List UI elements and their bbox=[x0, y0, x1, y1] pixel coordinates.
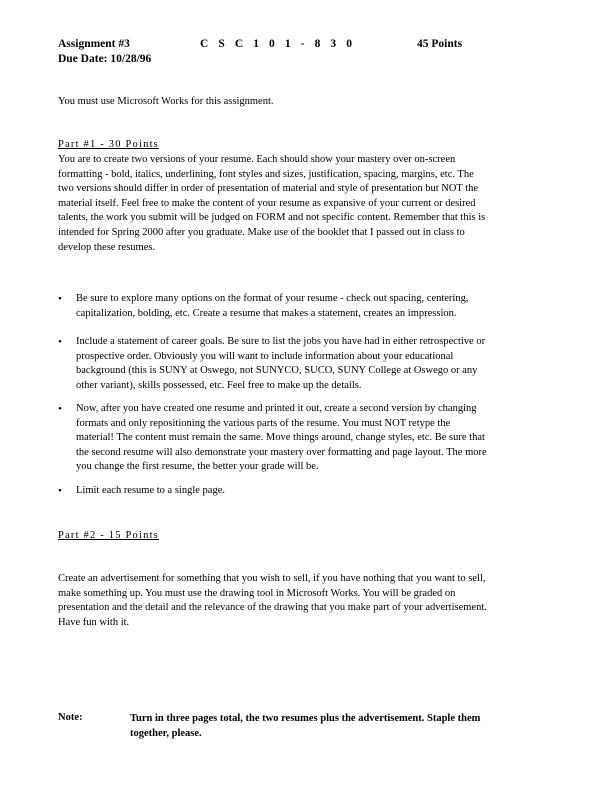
bullet-line: capitalization, bolding, etc. Create a resume that makes a statement, creates an impression. bbox=[76, 307, 457, 319]
part2-heading: Part #2 - 15 Points bbox=[58, 530, 159, 541]
bullet-line: background (this is SUNY at Oswego, not SUNYCO, SUCO, SUNY College at Oswego or any bbox=[76, 365, 478, 377]
paragraph-line: two versions should differ in order of presentation of material and style of presentation but NOT the bbox=[58, 183, 479, 195]
paragraph-line: material itself. Feel free to make the content of your resume as expansive of your current or desired bbox=[58, 197, 476, 209]
bullet-line: Now, after you have created one resume and printed it out, create a second version by changing bbox=[76, 403, 477, 414]
bullet-line: formats and only repositioning the various parts of the resume. You must NOT retype the bbox=[76, 417, 451, 429]
paragraph-line: Create an advertisement for something that you wish to sell, if you have nothing that you want to sell, bbox=[58, 573, 486, 584]
bullet-line: other variant), skills possessed, etc. Feel free to make up the details. bbox=[76, 379, 362, 391]
paragraph-line: formatting - bold, italics, underlining, font styles and sizes, justification, spacing, margins, etc. The bbox=[58, 168, 474, 180]
intro-text: You must use Microsoft Works for this assignment. bbox=[58, 96, 274, 107]
note-line: Turn in three pages total, the two resumes plus the advertisement. Staple them bbox=[130, 713, 481, 724]
bullet-text bbox=[76, 484, 225, 499]
bullet-line: material! The content must remain the same. Move things around, change styles, etc. Be sure that bbox=[76, 432, 485, 444]
bullet-line: Limit each resume to a single page. bbox=[76, 485, 225, 496]
paragraph-line: talents, the work you submit will be judged on FORM and not specific content. Remember that this is bbox=[58, 212, 486, 224]
bullet-text bbox=[76, 402, 487, 475]
bullet-line: you change the first resume, the better your grade will be. bbox=[76, 461, 319, 473]
part1-heading: Part #1 - 30 Points bbox=[58, 139, 159, 150]
note-line: together, please. bbox=[130, 727, 202, 739]
note-label: Note: bbox=[58, 712, 83, 723]
bullet-icon: • bbox=[58, 293, 62, 305]
bullet-line: prospective order. Obviously you will want to include information about your educational bbox=[76, 350, 454, 362]
bullet-text bbox=[76, 335, 485, 393]
total-points: 45 Points bbox=[417, 38, 463, 50]
part2-paragraph bbox=[58, 572, 487, 630]
due-date: Due Date: 10/28/96 bbox=[58, 53, 152, 65]
assignment-number: Assignment #3 bbox=[58, 38, 130, 50]
bullet-icon: • bbox=[58, 485, 62, 497]
bullet-line: the second resume will also demonstrate your mastery over formatting and page layout. The more bbox=[76, 446, 487, 458]
paragraph-line: presentation and the detail and the relevance of the drawing that you make part of your advertisement. bbox=[58, 602, 487, 614]
course-code: C S C 1 0 1 - 8 3 0 bbox=[200, 38, 356, 50]
bullet-line: Be sure to explore many options on the format of your resume - check out spacing, centering, bbox=[76, 293, 469, 304]
paragraph-line: develop these resumes. bbox=[58, 241, 156, 253]
part1-paragraph bbox=[58, 153, 485, 255]
paragraph-line: make something up. You must use the drawing tool in Microsoft Works. You will be graded on bbox=[58, 587, 456, 599]
bullet-text bbox=[76, 292, 468, 321]
bullet-icon: • bbox=[58, 403, 62, 415]
bullet-icon: • bbox=[58, 336, 62, 348]
paragraph-line: Have fun with it. bbox=[58, 616, 130, 628]
bullet-line: Include a statement of career goals. Be sure to list the jobs you have had in either retrospective or bbox=[76, 336, 486, 347]
note-text bbox=[130, 712, 480, 741]
paragraph-line: You are to create two versions of your resume. Each should show your mastery over on-screen bbox=[58, 154, 456, 165]
paragraph-line: intended for Spring 2000 after you graduate. Make use of the booklet that I passed out in class to bbox=[58, 226, 465, 238]
